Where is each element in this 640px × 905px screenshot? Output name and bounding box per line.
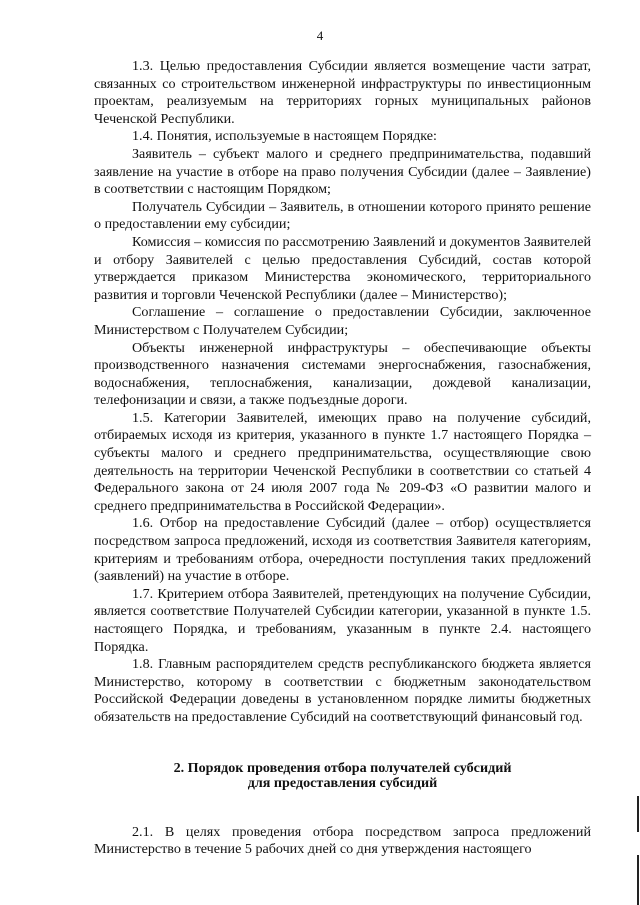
definition-agreement: Соглашение – соглашение о предоставлении Субсидии, заключенное Министерством с Получателем Субсидии;: [94, 304, 591, 338]
paragraph-1-4: 1.4. Понятия, используемые в настоящем Порядке:: [132, 128, 437, 145]
page-number: 4: [316, 28, 324, 43]
section-heading-line-2: для предоставления субсидий: [247, 775, 438, 792]
document-body: [94, 58, 591, 859]
definition-applicant: Заявитель – субъект малого и среднего предпринимательства, подавший заявление на участие в отборе на право получения Субсидии (далее – Заявление) в соответствии с настоящим Порядком;: [94, 145, 591, 198]
definition-infrastructure: Объекты инженерной инфраструктуры – обеспечивающие объекты производственного назначения системами энергоснабжения, газоснабжения, водоснабжения, теплоснабжения, канализации, дождевой канализации, телефонизации и связи, а также подъездные дороги.: [94, 339, 591, 409]
paragraph-2-1: 2.1. В целях проведения отбора посредством запроса предложений Министерство в течение 5 рабочих дней со дня утверждения настоящего: [94, 823, 591, 858]
paragraph-1-8: 1.8. Главным распорядителем средств республиканского бюджета является Министерство, которому в соответствии с бюджетным законодательством Российской Федерации доведены в установленном порядке лимиты бюджетных обязательств на предоставление Субсидий на соответствующий финансовый год.: [94, 656, 591, 725]
paragraph-1-3: 1.3. Целью предоставления Субсидии является возмещение части затрат, связанных со строительством инженерной инфраструктуры по инвестиционным проектам, реализуемым на территориях горных муниципальных районов Чеченской Республики.: [94, 58, 591, 127]
section-heading-line-1: 2. Порядок проведения отбора получателей субсидий: [173, 759, 512, 776]
definition-recipient: Получатель Субсидии – Заявитель, в отношении которого принято решение о предоставлении ему субсидии;: [94, 198, 591, 233]
paragraph-1-5: 1.5. Категории Заявителей, имеющих право на получение субсидий, отбираемых исходя из критерия, указанного в пункте 1.7 настоящего Порядка – субъекты малого и среднего предпринимательства, осуществляющие свою деятельность на территории Чеченской Республики в соответствии со статьей 4 Федерального закона от 24 июля 2007 года № 209-ФЗ «О развитии малого и среднего предпринимательства в Российской Федерации».: [94, 409, 591, 514]
scan-edge-mark: [637, 855, 639, 905]
paragraph-1-7: 1.7. Критерием отбора Заявителей, претендующих на получение Субсидии, является соответствие Получателей Субсидии категории, указанной в пункте 1.5. настоящего Порядка, и требованиям, указанным в пункте 2.4. настоящего Порядка.: [94, 585, 591, 655]
section-heading: [94, 761, 591, 792]
paragraph-1-6: 1.6. Отбор на предоставление Субсидий (далее – отбор) осуществляется посредством запроса предложений, исходя из соответствия Заявителя категориям, критериям и требованиям отбора, очередности поступления таких предложений (заявлений) на участие в отборе.: [94, 515, 591, 585]
definition-commission: Комиссия – комиссия по рассмотрению Заявлений и документов Заявителей и отбору Заявителей с целью предоставления Субсидий, состав которой утверждается приказом Министерства экономического, территориального развития и торговли Чеченской Республики (далее – Министерство);: [94, 233, 591, 303]
scan-edge-mark: [637, 796, 639, 832]
